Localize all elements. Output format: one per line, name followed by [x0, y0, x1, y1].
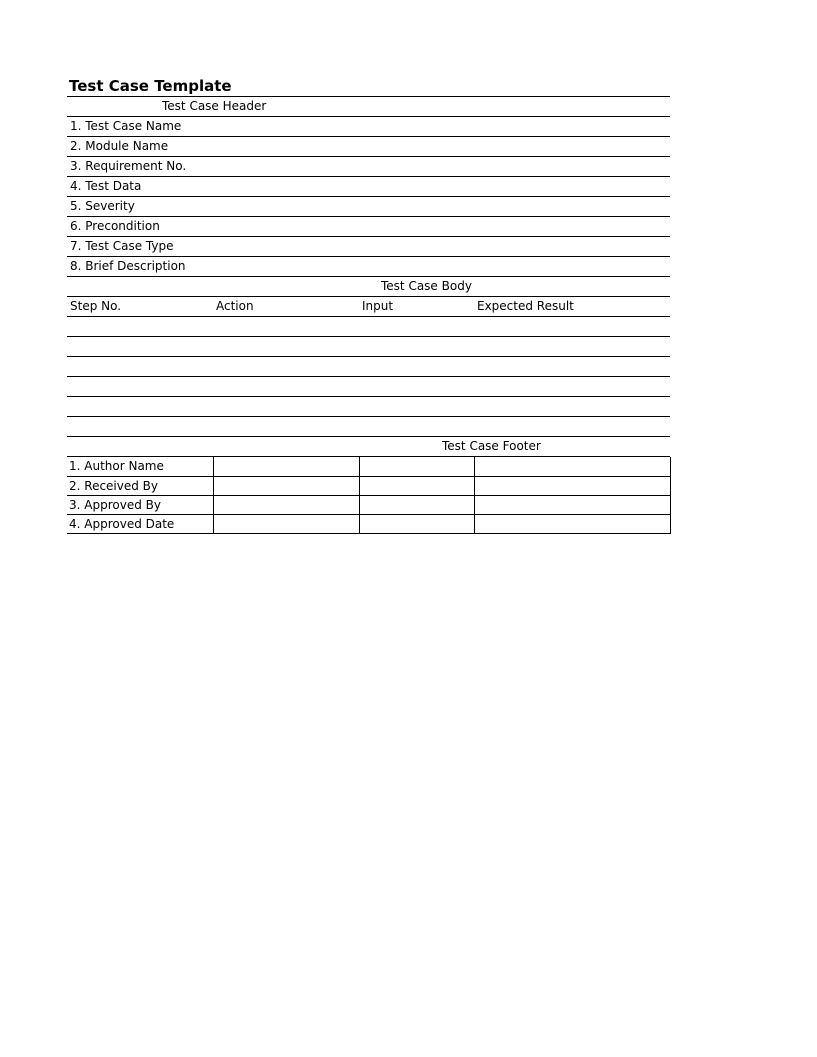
header-field-label: 3. Requirement No. [70, 159, 187, 173]
footer-input-cell[interactable] [359, 514, 474, 533]
header-field-label: 6. Precondition [70, 219, 160, 233]
footer-field-label: 1. Author Name [67, 457, 213, 476]
footer-row [67, 476, 670, 495]
footer-input-cell[interactable] [359, 457, 474, 476]
footer-field-label: 4. Approved Date [67, 514, 213, 533]
header-field-row [67, 257, 670, 277]
header-field-label: 5. Severity [70, 199, 135, 213]
header-field-row [67, 217, 670, 237]
header-field-label: 8. Brief Description [70, 259, 186, 273]
footer-input-cell[interactable] [474, 476, 670, 495]
column-header-input: Input [362, 299, 394, 313]
column-header-step-no: Step No. [70, 299, 122, 313]
footer-input-cell[interactable] [213, 495, 359, 514]
footer-row [67, 514, 670, 533]
footer-input-cell[interactable] [474, 495, 670, 514]
header-field-row [67, 137, 670, 157]
footer-row [67, 457, 670, 476]
document-title: Test Case Template [67, 76, 670, 97]
column-header-expected-result: Expected Result [477, 299, 574, 313]
footer-row [67, 495, 670, 514]
footer-input-cell[interactable] [213, 476, 359, 495]
header-field-label: 1. Test Case Name [70, 119, 182, 133]
body-step-row[interactable] [67, 337, 670, 357]
body-step-row[interactable] [67, 357, 670, 377]
header-field-row [67, 177, 670, 197]
footer-input-cell[interactable] [474, 457, 670, 476]
column-header-action: Action [216, 299, 254, 313]
header-field-label: 7. Test Case Type [70, 239, 174, 253]
body-step-row[interactable] [67, 377, 670, 397]
header-field-row [67, 237, 670, 257]
body-step-row[interactable] [67, 317, 670, 337]
footer-field-label: 2. Received By [67, 476, 213, 495]
header-field-row [67, 157, 670, 177]
header-field-row [67, 197, 670, 217]
header-field-label: 2. Module Name [70, 139, 169, 153]
footer-field-label: 3. Approved By [67, 495, 213, 514]
header-section-title: Test Case Header [162, 99, 267, 113]
body-step-row[interactable] [67, 397, 670, 417]
footer-table [67, 457, 671, 534]
footer-input-cell[interactable] [213, 457, 359, 476]
footer-input-cell[interactable] [474, 514, 670, 533]
footer-section-row [67, 437, 670, 457]
footer-section-title: Test Case Footer [442, 439, 541, 453]
test-case-sheet [67, 76, 670, 534]
header-field-row [67, 117, 670, 137]
header-field-label: 4. Test Data [70, 179, 142, 193]
body-section-row [67, 277, 670, 297]
body-column-header-row [67, 297, 670, 317]
footer-input-cell[interactable] [359, 495, 474, 514]
header-section-row [67, 97, 670, 117]
footer-input-cell[interactable] [359, 476, 474, 495]
body-section-title: Test Case Body [381, 279, 472, 293]
footer-input-cell[interactable] [213, 514, 359, 533]
body-step-row[interactable] [67, 417, 670, 437]
